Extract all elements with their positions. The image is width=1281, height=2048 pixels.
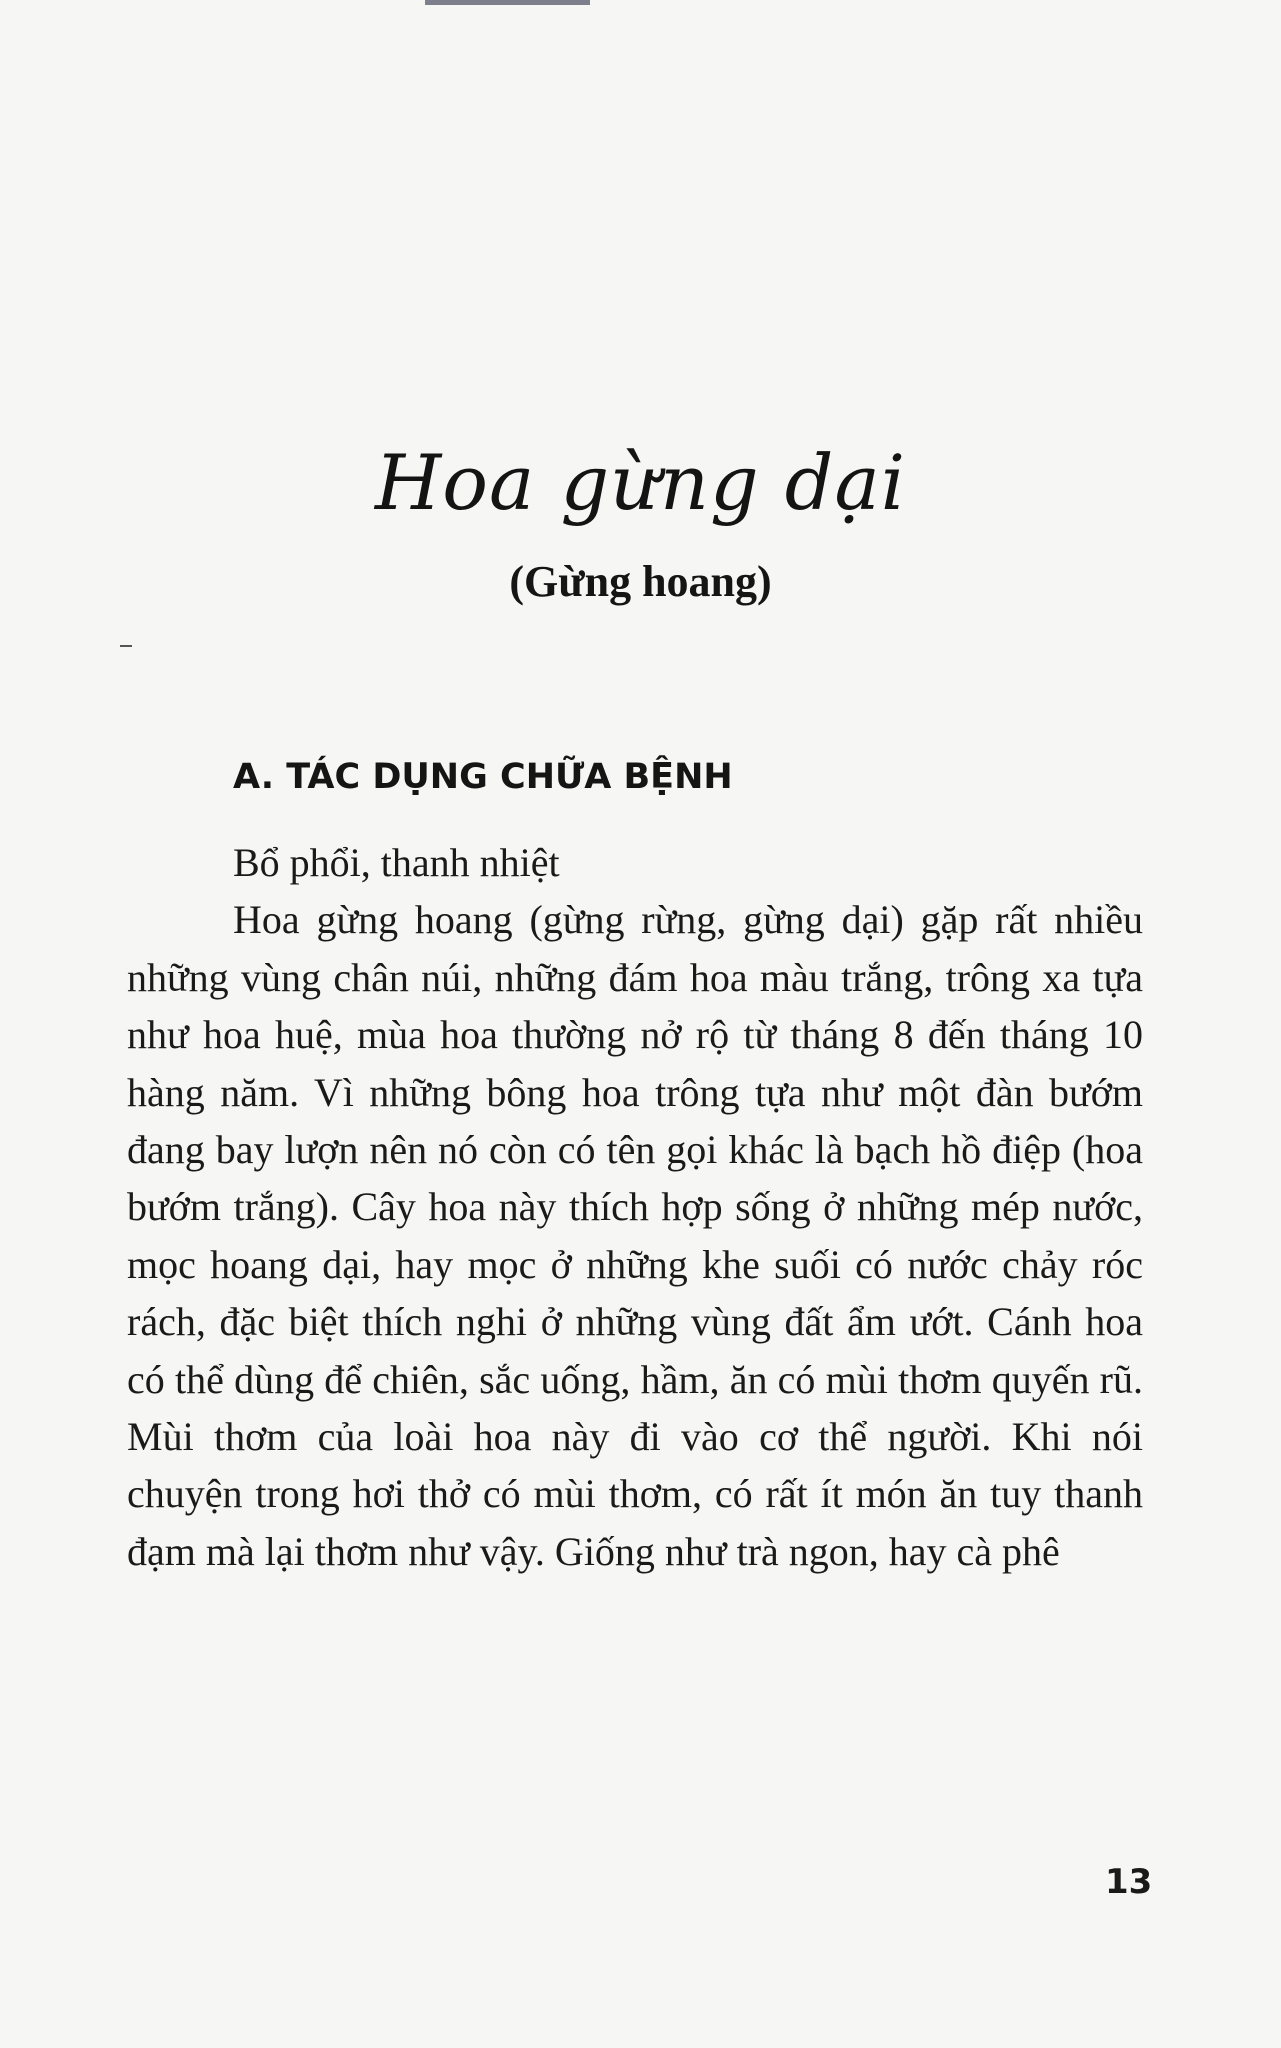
page-number: 13 — [1105, 1862, 1153, 1902]
body-paragraph: Hoa gừng hoang (gừng rừng, gừng dại) gặp rất nhiều những vùng chân núi, những đám hoa màu trắng, trông xa tựa như hoa huệ, mùa hoa thường nở rộ từ tháng 8 đến tháng 10 hàng năm. Vì những bông hoa trông tựa như một đàn bướm đang bay lượn nên nó còn có tên gọi khác là bạch hồ điệp (hoa bướm trắng). Cây hoa này thích hợp sống ở những mép nước, mọc hoang dại, hay mọc ở những khe suối có nước chảy róc rách, đặc biệt thích nghi ở những vùng đất ẩm ướt. Cánh hoa có thể dùng để chiên, sắc uống, hầm, ăn có mùi thơm quyến rũ. Mùi thơm của loài hoa này đi vào cơ thể người. Khi nói chuyện trong hơi thở có mùi thơm, có rất ít món ăn tuy thanh đạm mà lại thơm như vậy. Giống như trà ngon, hay cà phê — [127, 897, 1143, 1574]
body-text — [127, 834, 1143, 1580]
margin-mark — [120, 645, 132, 647]
section-heading: A. TÁC DỤNG CHỮA BỆNH — [233, 757, 733, 797]
page-title: Hoa gừng dại — [374, 438, 907, 527]
lead-line: Bổ phổi, thanh nhiệt — [233, 840, 560, 885]
top-edge-strip — [425, 0, 590, 5]
page-subtitle: (Gừng hoang) — [509, 557, 772, 606]
